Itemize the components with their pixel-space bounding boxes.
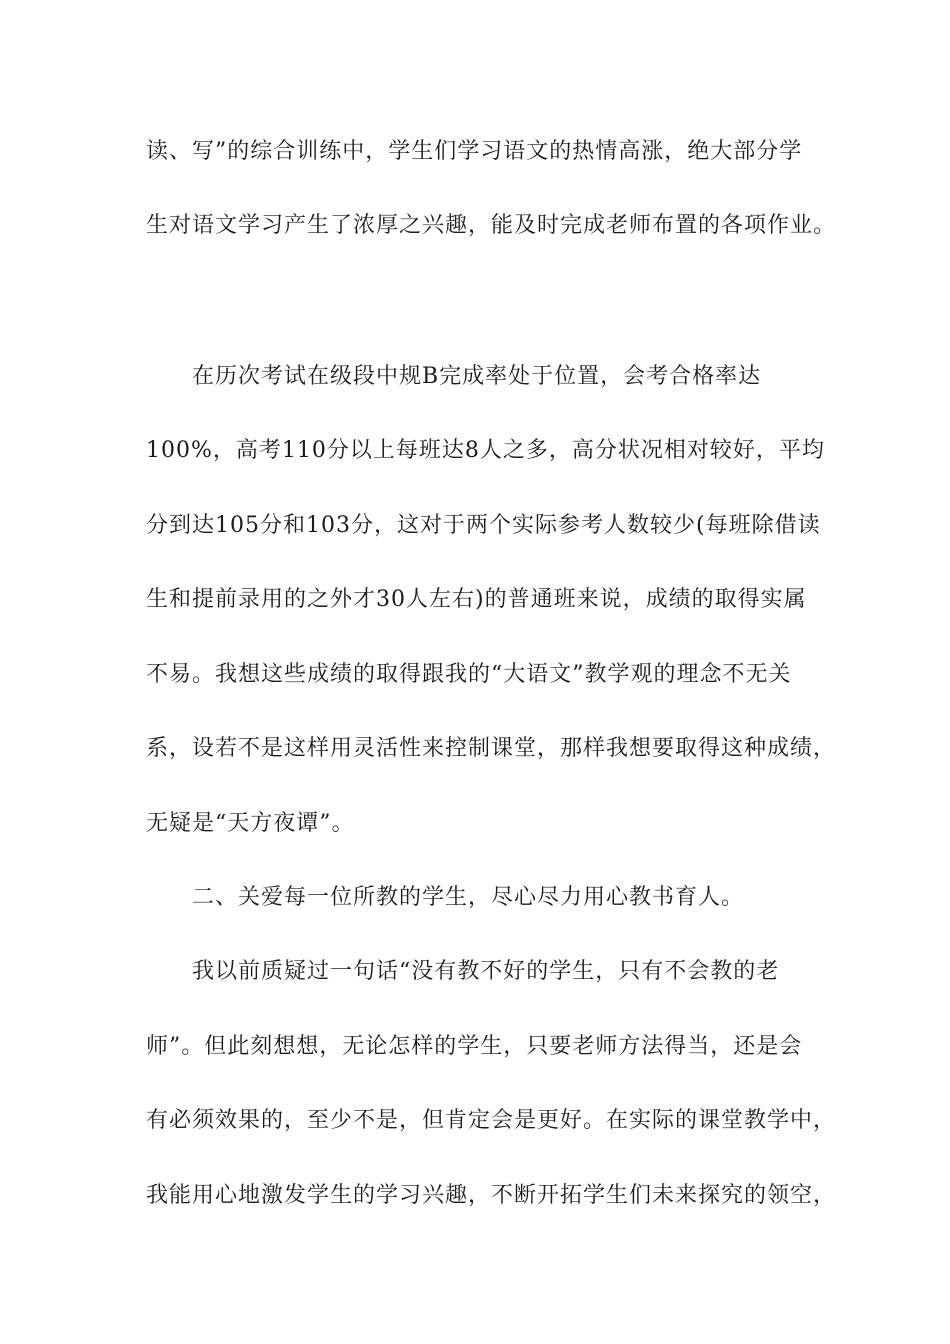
text-line: 有必须效果的，至少不是，但肯定会是更好。在实际的课堂教学中， [146, 1108, 837, 1133]
paragraph-start-line: 在历次考试在级段中规B完成率处于位置，会考合格率达 [192, 364, 762, 389]
text-line: 生对语文学习产生了浓厚之兴趣，能及时完成老师布置的各项作业。 [146, 213, 837, 238]
text-line: 不易。我想这些成绩的取得跟我的“大语文”教学观的理念不无关 [146, 662, 792, 687]
text-line: 100%，高考110分以上每班达8人之多，高分状况相对较好，平均 [146, 438, 825, 463]
text-line: 读、写”的综合训练中，学生们学习语文的热情高涨，绝大部分学 [146, 139, 803, 164]
text-line: 生和提前录用的之外才30人左右)的普通班来说，成绩的取得实属 [146, 587, 807, 612]
text-line: 我能用心地激发学生的学习兴趣，不断开拓学生们未来探究的领空， [146, 1183, 837, 1208]
text-line: 无疑是“天方夜谭”。 [146, 811, 355, 836]
section-heading: 二、关爱每一位所教的学生，尽心尽力用心教书育人。 [192, 885, 745, 910]
text-line: 师”。但此刻想想，无论怎样的学生，只要老师方法得当，还是会 [146, 1034, 803, 1059]
paragraph-start-line: 我以前质疑过一句话“没有教不好的学生，只有不会教的老 [192, 959, 780, 984]
text-line: 系，设若不是这样用灵活性来控制课堂，那样我想要取得这种成绩， [146, 736, 837, 761]
text-line: 分到达105分和103分，这对于两个实际参考人数较少(每班除借读 [146, 513, 821, 538]
